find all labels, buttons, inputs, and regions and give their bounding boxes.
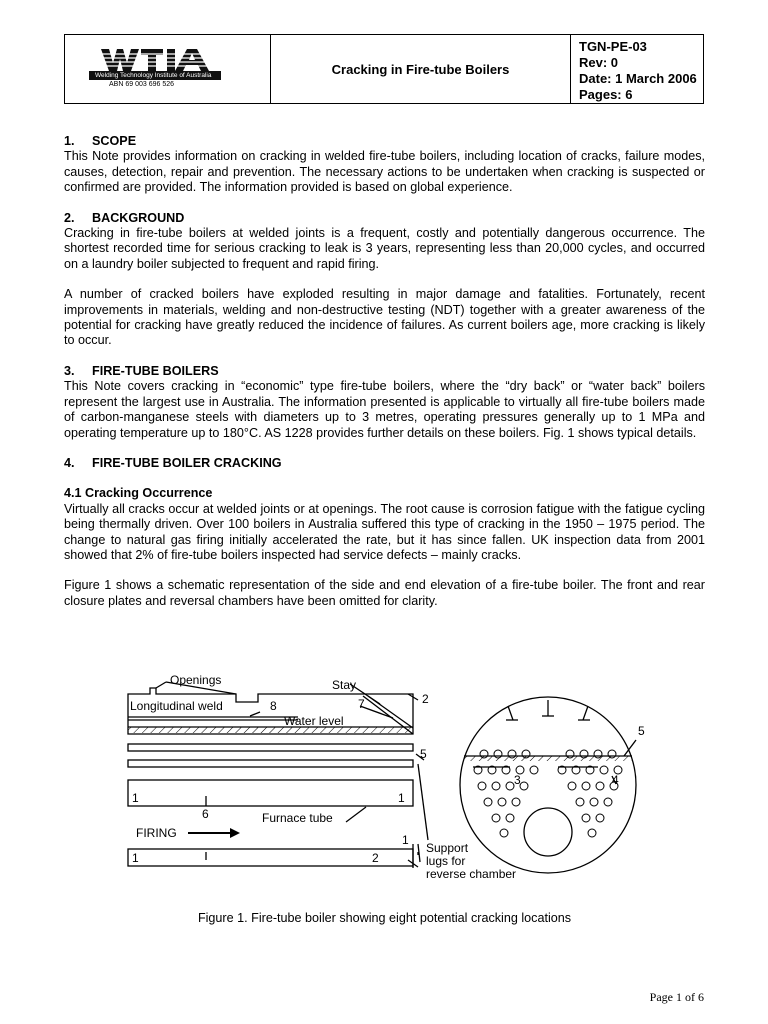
boiler-end-elevation — [460, 697, 636, 873]
subsection-heading-occurrence: 4.1 Cracking Occurrence — [64, 486, 213, 501]
document-title: Cracking in Fire-tube Boilers — [271, 35, 571, 103]
svg-text:1: 1 — [402, 833, 409, 847]
doc-date: Date: 1 March 2006 — [579, 71, 697, 86]
svg-text:8: 8 — [270, 699, 277, 713]
fire-tube-boilers-paragraph: This Note covers cracking in “economic” type fire-tube boilers, where the “dry back” or “water back” boilers represent the largest use in Australia. The information presented is applicable to virtually all fire-tube boilers made of carbon-manganese steels with diameters up to 3 metres, operating pressures generally up to 1 MPa and operating temperature up to 180°C. AS 1228 provides further details on these boilers. Fig. 1 shows typical details. — [64, 379, 705, 440]
svg-text:1: 1 — [132, 791, 139, 805]
section-heading-scope: 1. SCOPE — [64, 134, 137, 148]
section-heading-fire-tube-boilers: 3. FIRE-TUBE BOILERS — [64, 363, 219, 378]
label-support-3: reverse chamber — [426, 867, 517, 881]
label-furnace-tube: Furnace tube — [262, 811, 333, 825]
label-firing: FIRING — [136, 826, 177, 840]
figure-caption: Figure 1. Fire-tube boiler showing eight potential cracking locations — [197, 911, 572, 925]
label-support-1: Support — [426, 841, 469, 855]
svg-text:2: 2 — [372, 851, 379, 865]
document-header — [64, 34, 704, 104]
fire-tube-lower — [128, 760, 413, 767]
svg-text:5: 5 — [420, 747, 427, 761]
reverse-chamber-tube — [128, 849, 413, 866]
doc-pages: Pages: 6 — [579, 87, 633, 102]
svg-text:1: 1 — [132, 851, 139, 865]
tube-holes — [474, 750, 622, 837]
svg-text:3: 3 — [514, 773, 521, 787]
scope-paragraph: This Note provides information on cracking in welded fire-tube boilers, including location of cracks, failure modes, causes, detection, repair and prevention. The necessary actions to be undertaken when cracking is suspected or confirmed are provided. The information provided is based on global experience. — [64, 149, 705, 195]
logo-abn: ABN 69 003 696 526 — [109, 81, 174, 88]
section-heading-cracking: 4. FIRE-TUBE BOILER CRACKING — [64, 455, 282, 470]
svg-text:4: 4 — [612, 773, 619, 787]
svg-text:1: 1 — [398, 791, 405, 805]
svg-text:6: 6 — [202, 807, 209, 821]
boiler-diagram — [118, 672, 658, 902]
label-stay: Stay — [332, 678, 357, 692]
svg-text:5: 5 — [638, 724, 645, 738]
document-meta — [571, 35, 703, 103]
logo-cell — [65, 35, 271, 103]
occurrence-paragraph-2: Figure 1 shows a schematic representation of the side and end elevation of a fire-tube boiler. The front and rear closure plates and reversal chambers have been omitted for clarity. — [64, 578, 705, 608]
fire-tube-upper — [128, 744, 413, 751]
doc-rev: Rev: 0 — [579, 55, 619, 70]
background-paragraph-1: Cracking in fire-tube boilers at welded joints is a frequent, costly and potentially dangerous occurrence. The shortest recorded time for serious cracking to leak is 3 years, representing less than 20,000 cycles, and occurred on a laundry boiler subjected to frequent and rapid firing. — [64, 226, 705, 271]
label-water-level: Water level — [284, 714, 344, 728]
label-openings: Openings — [170, 673, 222, 687]
furnace-tube — [128, 780, 413, 806]
background-paragraph-2: A number of cracked boilers have exploded resulting in major damage and fatalities. Fortunately, recent improvements in materials, welding and non-destructive testing (NDT) together with a greater awareness of the potential for cracking have greatly reduced the incidence of failures. As current boilers age, more cracking is likely to occur. — [64, 287, 705, 348]
label-longitudinal-weld: Longitudinal weld — [130, 699, 223, 713]
section-heading-background: 2. BACKGROUND — [64, 210, 185, 225]
svg-text:2: 2 — [422, 692, 429, 706]
doc-id: TGN-PE-03 — [579, 39, 647, 54]
logo-name-bar: Welding Technology Institute of Australia — [89, 71, 221, 80]
label-support-2: lugs for — [426, 854, 466, 868]
document-body — [64, 134, 705, 624]
occurrence-paragraph-1: Virtually all cracks occur at welded joints or at openings. The root cause is corrosion fatigue with the fatigue cycling being thermally driven. Over 100 boilers in Australia suffered this type of cracking in the 1950 – 1975 period. The change to natural gas firing initially accelerated the rate, but it has since fallen. UK inspection data from 2001 showed that 2% of fire-tube boilers inspected had service defects – mainly cracks. — [64, 501, 705, 562]
page-number: Page 1 of 6 — [649, 990, 704, 1004]
wtia-logo — [97, 49, 225, 71]
svg-text:7: 7 — [358, 697, 365, 711]
